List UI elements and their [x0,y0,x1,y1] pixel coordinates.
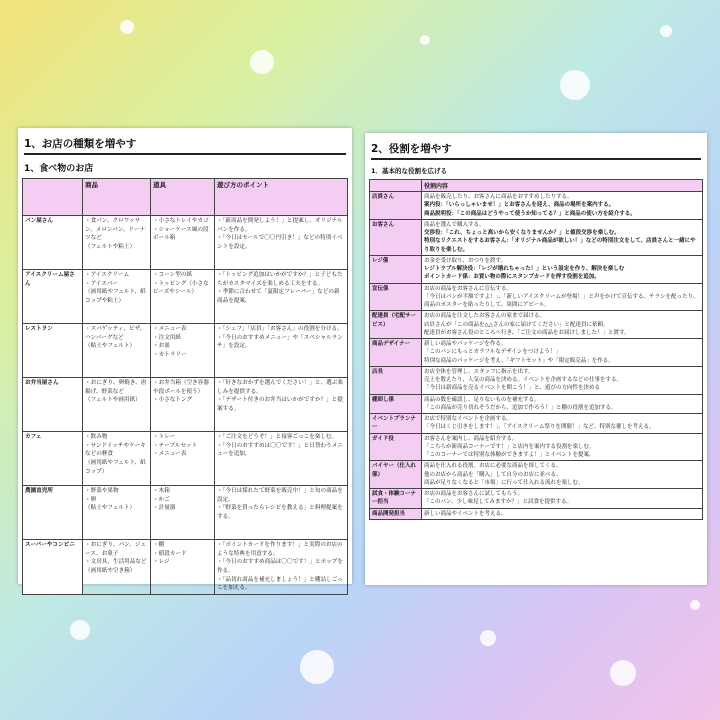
cell-line: ・トッピング（小さなビーズやシール） [153,280,209,296]
cell-line: ・おにぎり、卵焼き、唐揚げ、野菜など [85,380,147,395]
cell-line: ・「今日は採れたて野菜を販売中！」と旬の商品を設定。 [217,488,343,503]
role-name-cell: お客さん [370,219,422,255]
cell-line: ・カトラリー [153,351,187,358]
role-description-cell [422,489,703,509]
cell-line: 店員さんが「この商品を△△さんの家に届けてください」と配達員に依頼。 [424,321,609,328]
cell-line: 商品説明役：「この商品はどうやって使うか知ってる？」と商品の使い方を紹介する。 [424,210,636,217]
cell-line: お金を受け取り、おつりを渡す。 [424,257,507,264]
title-underline [371,158,701,160]
points-cell [215,432,348,486]
cell-line: ・「好きなおかずを選んでください！」と、選ぶ楽しみを提供する。 [217,380,343,395]
background-splash [560,70,590,100]
cell-line: ・「今日のおすすめは〇〇です！」と日替わりメニューを追加。 [217,442,343,458]
table-row [23,324,348,378]
header-cell: 道具 [151,179,215,216]
background-splash [70,620,90,640]
cell-line: 「今日は新商品を売るイベントを開こう！」と、遊びの方向性を決める [424,385,601,392]
left-document-page [18,128,352,592]
table-row [370,366,703,394]
cell-line: ・食パン、クロワッサン、メロンパン、ドーナツなど [85,218,146,242]
role-name-cell: 配達員（宅配サービス） [370,311,422,339]
table-header-row [23,179,348,216]
cell-line: （粘土やフェルト） [85,505,136,512]
role-description-cell [422,219,703,255]
role-name-cell: 商品デザイナー [370,339,422,367]
role-description-cell [422,192,703,220]
cell-line: ・「今日はセールで〇〇円引き！」などの特別イベントを設定。 [217,235,343,250]
table-header-row [370,180,703,192]
cell-line: ・コーン型の紙 [153,272,193,278]
shop-name-cell: パン屋さん [23,216,83,270]
goods-cell [83,216,151,270]
cell-line: ・「ポイントカードを作ります！」と実際のお店のような特典を用意する。 [217,542,343,557]
cell-line: レジトラブル解決役：「レジが壊れちゃった！」という設定を作り、解決を楽しむ [424,266,625,272]
cell-line: ・「新商品を開発しよう！」と提案し、オリジナルパンを作る。 [217,218,343,233]
cell-line: お店全体を管理し、スタッフに指示を出す。 [424,368,534,375]
right-page-title: 2、役割を増やす [371,143,452,155]
shop-name-cell: 農園直売所 [23,486,83,540]
role-name-cell: 店長 [370,366,422,394]
cell-line: ・小さなトング [153,397,193,404]
cell-line: 「このパン、少し味見してみますか？」と試食を提供する。 [424,499,573,506]
cell-line: 商品の数を確認し、足りないものを補充する。 [424,396,540,403]
role-name-cell: 店員さん [370,192,422,220]
table-row [370,339,703,367]
role-description-cell [422,366,703,394]
goods-cell [83,486,151,540]
table-row [23,378,348,432]
cell-line: ・テーブルセット [153,442,198,449]
goods-cell [83,540,151,595]
background-splash [480,630,496,646]
role-name-cell: 商品開発担当 [370,508,422,519]
role-description-cell [422,414,703,434]
background-splash [420,35,430,45]
cell-line: お店の商品をお客さんに宣伝する。 [424,285,513,292]
cell-line: ・スパゲッティ、ピザ、ハンバーグなど [85,326,146,341]
header-cell: 商品 [83,179,151,216]
background-splash [300,650,334,684]
cell-line: （画用紙やフェルト、紙コップ） [85,459,146,475]
role-description-cell [422,461,703,489]
cell-line: 案内役：「いらっしゃいませ！」とお客さんを迎え、商品の場所を案内する。 [424,202,615,209]
cell-line: 商品を仕入れる役割。お店に必要な商品を探してくる。 [424,463,562,470]
header-cell [23,179,83,216]
cell-line: ・アイスバー [85,280,119,287]
cell-line: 「今日はパンが半額ですよ！」、「新しいアイスクリームが登場！」と声をかけて宣伝する。チラシを配ったり、商品のポスターを貼ったりして、周囲にアピール。 [424,293,699,308]
cell-line: 売上を数えたり、人気の商品を決める。イベントを企画するなどの仕事をする。 [424,377,623,383]
tools-cell [151,216,215,270]
table-row [370,394,703,414]
shop-name-cell: カフェ [23,432,83,486]
header-cell: 遊び方のポイント [215,179,348,216]
cell-line: ・サンドイッチやケーキなどの軽食 [85,442,146,458]
cell-line: 他のお店から商品を「購入」して自分のお店に並べる。 [424,471,562,478]
points-cell [215,324,348,378]
cell-line: 商品を選んで購入する。 [424,221,485,228]
cell-line: （フェルトや粘土） [85,243,136,250]
points-cell [215,486,348,540]
cell-line: ・お皿 [153,343,170,350]
right-page-subtitle: 1．基本的な役割を広げる [371,167,448,175]
tools-cell [151,540,215,595]
shop-name-cell: アイスクリーム屋さん [23,270,83,324]
cell-line: 新しい商品やイベントを考える。 [424,510,507,517]
cell-line: 「このパンにもっとカラフルなデザインをつけよう！」 [424,349,561,356]
cell-line: ・計量器 [153,505,176,512]
role-description-cell [422,433,703,461]
table-row [370,508,703,519]
cell-line: ・木箱 [153,488,170,494]
table-row [23,216,348,270]
tools-cell [151,270,215,324]
roles-table [369,179,703,520]
cell-line: ・飲み物 [85,434,108,440]
cell-line: ・「トッピング追加はいかがですか？」と子どもたちがカスタマイズを楽しめる工夫をする。 [217,272,343,287]
points-cell [215,540,348,595]
cell-line: ・小さなトレイやカゴ [153,218,209,224]
title-underline [24,153,346,155]
role-description-cell [422,311,703,339]
goods-cell [83,432,151,486]
role-name-cell: バイヤー（仕入れ係） [370,461,422,489]
points-cell [215,270,348,324]
background-splash [250,50,274,74]
cell-line: ・棚 [153,542,165,548]
shop-types-table [22,178,348,595]
role-name-cell: イベントプランナー [370,414,422,434]
cell-line: ・「ご注文をどうぞ！」と接客ごっこを楽しむ。 [217,434,338,440]
cell-line: ・かご [153,496,170,503]
cell-line: （画用紙や空き箱） [85,567,136,574]
left-page-title: 1、お店の種類を増やす [24,138,137,150]
cell-line: ・ショーケース風の段ボール箱 [153,226,209,242]
cell-line: ・野菜や果物 [85,488,119,494]
role-name-cell: レジ係 [370,255,422,283]
cell-line: ・「シェフ」「店員」「お客さん」の役割を分ける。 [217,326,343,332]
cell-line: 商品が足りなくなると「市場」に行って仕入れる流れを楽しむ。 [424,479,584,486]
shop-name-cell: スーパーやコンビニ [23,540,83,595]
table-row [370,219,703,255]
role-description-cell [422,508,703,519]
points-cell [215,378,348,432]
cell-line: ・レジ [153,559,170,566]
cell-line: お店で特別なイベントを企画する。 [424,416,513,422]
table-row [23,270,348,324]
goods-cell [83,378,151,432]
cell-line: ・「デザート付きのお弁当はいかがですか？」と提案する。 [217,397,343,412]
left-page-subtitle: 1、食べ物のお店 [24,164,94,174]
role-description-cell [422,339,703,367]
cell-line: 交渉役：「これ、ちょっと高いから安くなりませんか？」と値段交渉を楽しむ。 [424,230,620,236]
tools-cell [151,378,215,432]
tools-cell [151,432,215,486]
cell-line: ・注文用紙 [153,334,181,341]
cell-line: ・メニュー表 [153,451,187,458]
role-name-cell: 宣伝係 [370,283,422,311]
cell-line: 「このコーナーでは特別な体験ができますよ！」とイベントを提案。 [424,452,595,458]
cell-line: ・値段カード [153,550,187,557]
cell-line: ・「品切れ商品を補充しましょう！」と棚詰しごっこを加える。 [217,576,343,592]
cell-line: お店の商品をお客さんに試してもらう。 [424,491,524,497]
table-row [370,283,703,311]
role-description-cell [422,394,703,414]
tools-cell [151,486,215,540]
background-splash [120,20,134,34]
cell-line: ・「今日のおすすめメニュー」や「スペシャルランチ」を設定。 [217,334,343,350]
cell-line: 「この商品が売り切れそうだから、追加で作ろう！」と棚の役割を追加する。 [424,404,617,411]
cell-line: ・文房具、生活用品など [85,559,147,566]
table-row [23,486,348,540]
cell-line: ・メニュー表 [153,326,187,332]
shop-name-cell: お弁当屋さん [23,378,83,432]
header-cell: 役割内容 [422,180,703,192]
cell-line: ・お弁当箱（空き容器や段ボールを使う） [153,380,209,395]
points-cell [215,216,348,270]
cell-line: ・アイスクリーム [85,272,130,278]
cell-line: お客さんを案内し、商品を紹介する。 [424,435,518,442]
cell-line: （画用紙やフェルト、紙コップや粘土） [85,289,146,304]
table-row [370,255,703,283]
cell-line: （粘土やフェルト） [85,343,136,350]
cell-line: ポイントカード係：お買い物の際にスタンプカードを押す役割を追加。 [424,274,600,281]
cell-line: ・「野菜を買ったらレシピを教える」と料理提案をする。 [217,505,343,520]
shop-name-cell: レストラン [23,324,83,378]
role-name-cell: ガイド役 [370,433,422,461]
cell-line: 特別なリクエストをするお客さん：「オリジナル商品が欲しい！」などの特別注文をして、店員さんと一緒にやり取りを楽しむ。 [424,238,696,253]
role-description-cell [422,255,703,283]
role-description-cell [422,283,703,311]
background-splash [610,660,636,686]
table-row [370,433,703,461]
cell-line: 「こちらが新商品コーナーです！」と店内を案内する役割を楽しむ。 [424,443,595,450]
cell-line: ・「今日のおすすめ商品は〇〇です！」とポップを作る。 [217,559,343,574]
background-splash [690,600,700,610]
role-name-cell: 試食・体験コーナー担当 [370,489,422,509]
role-name-cell: 棚卸し係 [370,394,422,414]
cell-line: ・季節に合わせて「夏限定フレーバー」などの新商品を提案。 [217,289,340,304]
cell-line: 新しい商品やパッケージを作る。 [424,341,507,347]
cell-line: 「今日はくじ引きをします！」、「アイスクリーム祭りを開催！」など、特別な催しを考える。 [424,424,655,431]
table-row [370,414,703,434]
cell-line: ・トレー [153,434,176,440]
cell-line: 特別な商品のパッケージを考え、「ギフトセット」や「限定販売品」を作る。 [424,357,614,364]
header-cell [370,180,422,192]
table-row [23,432,348,486]
cell-line: お店の商品を注文したお客さんの家まで届ける。 [424,313,546,320]
right-document-page [365,133,707,585]
cell-line: ・卵 [85,496,97,503]
cell-line: （フェルトや画用紙） [85,397,141,404]
cell-line: ・おにぎり、パン、ジュース、お菓子 [85,542,146,557]
table-row [370,192,703,220]
table-row [370,461,703,489]
tools-cell [151,324,215,378]
cell-line: 配達員がお客さん役のところへ行き、「ご注文の商品をお届けしました！」と渡す。 [424,329,630,336]
table-row [370,489,703,509]
goods-cell [83,324,151,378]
background-splash [660,25,672,37]
table-row [370,311,703,339]
table-row [23,540,348,595]
goods-cell [83,270,151,324]
cell-line: 商品を販売したり、お客さんに商品をおすすめしたりする。 [424,194,573,200]
